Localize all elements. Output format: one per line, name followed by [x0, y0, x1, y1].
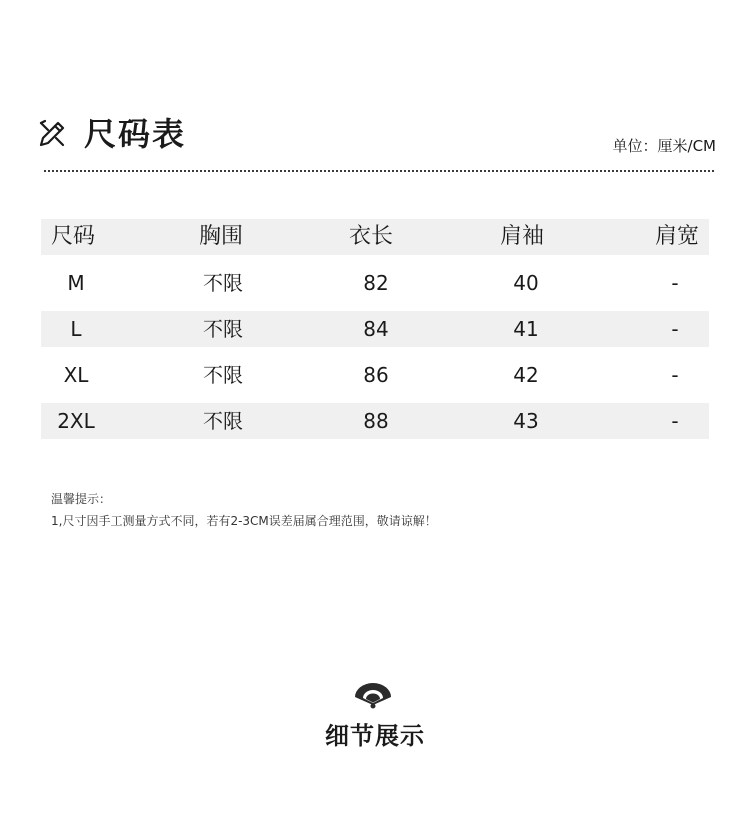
pencil-ruler-icon — [36, 118, 68, 150]
cell-chest: 不限 — [203, 271, 243, 295]
header-chest: 胸围 — [199, 224, 244, 249]
cell-sleeve: 40 — [513, 271, 539, 295]
header-size: 尺码 — [51, 224, 96, 249]
cell-chest: 不限 — [203, 363, 243, 387]
dotted-divider — [44, 170, 714, 172]
notes-line: 1,尺寸因手工测量方式不同，若有2-3CM误差届属合理范围，敬请谅解！ — [51, 514, 437, 528]
size-table — [41, 219, 709, 439]
cell-shoulder: - — [671, 271, 679, 295]
cell-size: M — [67, 271, 85, 295]
unit-label: 单位：厘米/CM — [612, 137, 716, 155]
cell-length: 86 — [363, 363, 389, 387]
header-shoulder: 肩宽 — [654, 224, 699, 249]
cell-length: 88 — [363, 409, 389, 433]
fan-icon — [352, 683, 394, 711]
cell-sleeve: 41 — [513, 317, 539, 341]
cell-shoulder: - — [671, 363, 679, 387]
cell-chest: 不限 — [203, 317, 243, 341]
page-title: 尺码表 — [84, 115, 187, 153]
cell-sleeve: 43 — [513, 409, 539, 433]
cell-shoulder: - — [671, 409, 679, 433]
table-row — [41, 311, 709, 347]
notes-heading: 温馨提示： — [51, 492, 112, 506]
table-row — [41, 265, 709, 301]
cell-length: 82 — [363, 271, 389, 295]
cell-shoulder: - — [671, 317, 679, 341]
cell-length: 84 — [363, 317, 389, 341]
header-length: 衣长 — [349, 224, 394, 249]
cell-size: XL — [63, 363, 89, 387]
header-sleeve: 肩袖 — [500, 224, 545, 249]
section-title-details: 细节展示 — [325, 722, 425, 750]
notes-block — [51, 488, 437, 532]
table-row — [41, 403, 709, 439]
table-header-row — [41, 219, 709, 255]
cell-size: L — [70, 317, 82, 341]
cell-chest: 不限 — [203, 409, 243, 433]
table-row — [41, 357, 709, 393]
cell-sleeve: 42 — [513, 363, 539, 387]
cell-size: 2XL — [57, 409, 95, 433]
size-chart-header — [36, 112, 716, 162]
